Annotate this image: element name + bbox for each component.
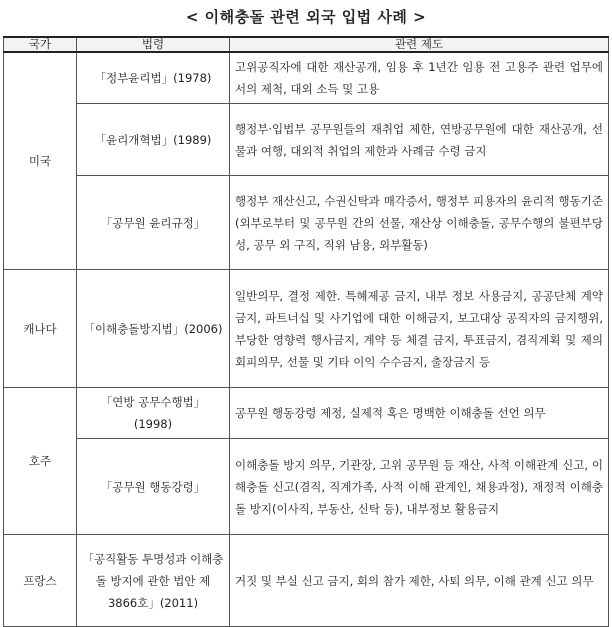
country-cell: 호주 (4, 388, 77, 535)
country-cell: 프랑스 (4, 535, 77, 627)
country-cell: 캐나다 (4, 270, 77, 388)
header-country: 국가 (4, 37, 77, 52)
law-cell: 「공직활동 투명성과 이해충돌 방지에 관한 법안 제3866호」(2011) (77, 535, 230, 627)
detail-cell: 행정부 재산신고, 수권신탁과 매각증서, 행정부 피용자의 윤리적 행동기준(외부로부터 및 공무원 간의 선물, 재산상 이해충돌, 공무수행의 불편부당성, 공무 외 구직, 직위 남용, 외부활동) (230, 176, 609, 270)
table-row (4, 535, 609, 627)
table-row (4, 270, 609, 388)
law-cell: 「연방 공무수행법」(1998) (77, 388, 230, 439)
header-detail: 관련 제도 (230, 37, 609, 52)
law-cell: 「공무원 행동강령」 (77, 439, 230, 535)
table-row (4, 52, 609, 104)
header-law: 법령 (77, 37, 230, 52)
page-title: < 이해충돌 관련 외국 입법 사례 > (185, 8, 427, 26)
table-row (4, 176, 609, 270)
detail-cell: 이해충돌 방지 의무, 기관장, 고위 공무원 등 재산, 사적 이해관계 신고, 이해충돌 신고(겸직, 직계가족, 사적 이해 관계인, 채용과정), 재정적 이해충돌 방지(이사직, 부동산, 신탁 등), 내부정보 활용금지 (230, 439, 609, 535)
law-cell: 「공무원 윤리규정」 (77, 176, 230, 270)
table-row (4, 439, 609, 535)
law-cases-table (3, 36, 609, 627)
law-cell: 「정부윤리법」(1978) (77, 52, 230, 104)
detail-cell: 고위공직자에 대한 재산공개, 임용 후 1년간 임용 전 고용주 관련 업무에서의 제척, 대외 소득 및 고용 (230, 52, 609, 104)
detail-cell: 공무원 행동강령 제정, 실제적 혹은 명백한 이해충돌 선언 의무 (230, 388, 609, 439)
country-cell: 미국 (4, 52, 77, 270)
law-cell: 「윤리개혁법」(1989) (77, 104, 230, 176)
detail-cell: 거짓 및 부실 신고 금지, 회의 참가 제한, 사퇴 의무, 이해 관계 신고 의무 (230, 535, 609, 627)
law-cell: 「이해충돌방지법」(2006) (77, 270, 230, 388)
table-row (4, 388, 609, 439)
detail-cell: 일반의무, 결정 제한. 특혜제공 금지, 내부 정보 사용금지, 공공단체 계약금지, 파트너십 및 사기업에 대한 이해금지, 보고대상 공직자의 금지행위, 부당한 영향력 행사금지, 계약 등 체결 금지, 투표금지, 겸직계획 및 제의 회피의무, 선물 및 기타 이익 수수금지, 출장금지 등 (230, 270, 609, 388)
table-header-row (4, 37, 609, 52)
table-row (4, 104, 609, 176)
detail-cell: 행정부·입법부 공무원들의 재취업 제한, 연방공무원에 대한 재산공개, 선물과 여행, 대외적 취업의 제한과 사례금 수령 금지 (230, 104, 609, 176)
